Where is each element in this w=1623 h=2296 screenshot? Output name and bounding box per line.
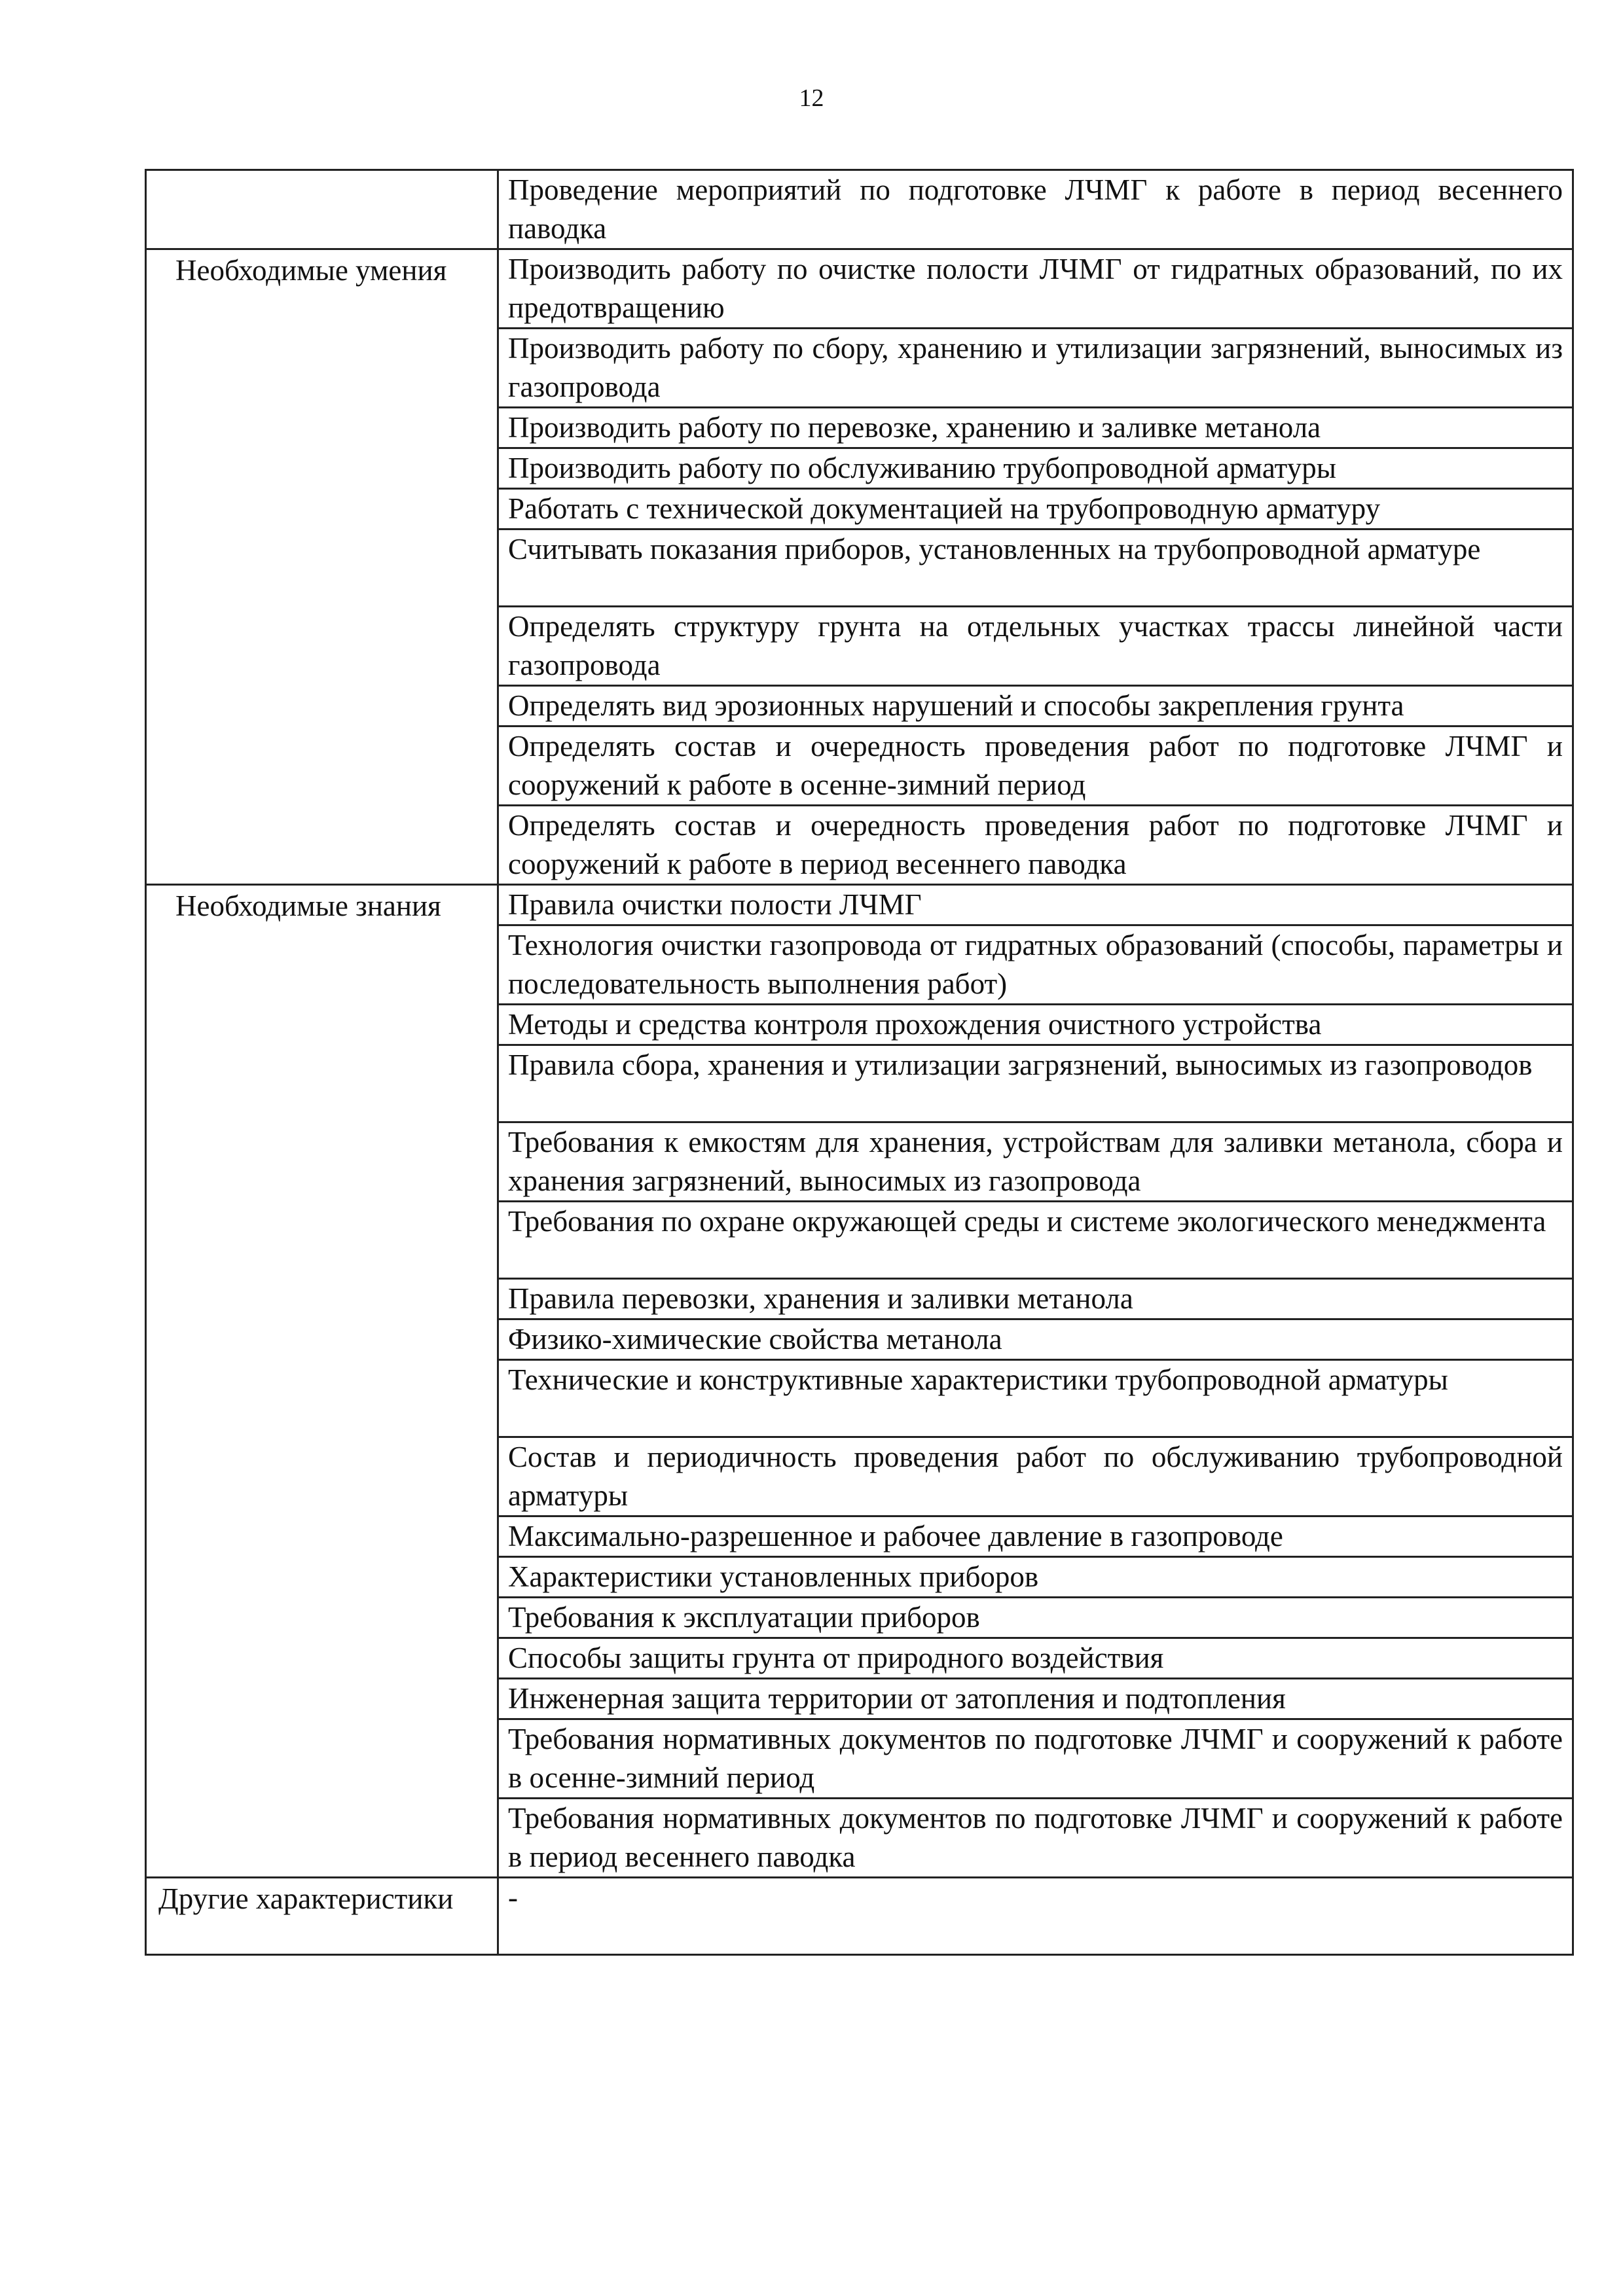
knowledge-item: Физико-химические свойства метанола (498, 1319, 1573, 1360)
knowledge-item: Правила очистки полости ЛЧМГ (498, 885, 1573, 925)
skill-item: Работать с технической документацией на трубопроводную арматуру (498, 489, 1573, 529)
table-row (146, 1878, 1573, 1955)
skill-item: Производить работу по перевозке, хранению и заливке метанола (498, 408, 1573, 448)
knowledge-item: Требования к емкостям для хранения, устройствам для заливки метанола, сбора и хранения загрязнений, выносимых из газопровода (498, 1122, 1573, 1202)
knowledge-item: Правила сбора, хранения и утилизации загрязнений, выносимых из газопроводов (498, 1045, 1573, 1122)
knowledge-item: Требования нормативных документов по подготовке ЛЧМГ и сооружений к работе в осенне-зимний период (498, 1719, 1573, 1799)
knowledge-item: Инженерная защита территории от затопления и подтопления (498, 1679, 1573, 1719)
knowledge-item: Требования по охране окружающей среды и системе экологического менеджмента (498, 1202, 1573, 1279)
knowledge-item: Технические и конструктивные характеристики трубопроводной арматуры (498, 1360, 1573, 1437)
skill-item: Производить работу по обслуживанию трубопроводной арматуры (498, 448, 1573, 489)
table-cell: Проведение мероприятий по подготовке ЛЧМГ к работе в период весеннего паводка (498, 170, 1573, 249)
skills-label: Необходимые умения (146, 249, 498, 885)
knowledge-label: Необходимые знания (146, 885, 498, 1878)
knowledge-item: Методы и средства контроля прохождения очистного устройства (498, 1005, 1573, 1045)
qualification-table (145, 169, 1574, 1956)
skill-item: Считывать показания приборов, установленных на трубопроводной арматуре (498, 529, 1573, 607)
skill-item: Производить работу по очистке полости ЛЧМГ от гидратных образований, по их предотвращению (498, 249, 1573, 329)
knowledge-item: Правила перевозки, хранения и заливки метанола (498, 1279, 1573, 1319)
table-row (146, 249, 1573, 329)
skill-item: Производить работу по сбору, хранению и утилизации загрязнений, выносимых из газопровода (498, 329, 1573, 408)
table-row (146, 170, 1573, 249)
knowledge-item: Характеристики установленных приборов (498, 1557, 1573, 1598)
knowledge-item: Состав и периодичность проведения работ по обслуживанию трубопроводной арматуры (498, 1437, 1573, 1516)
skill-item: Определять состав и очередность проведения работ по подготовке ЛЧМГ и сооружений к работе в осенне-зимний период (498, 726, 1573, 806)
empty-label-cell (146, 170, 498, 249)
skill-item: Определять состав и очередность проведения работ по подготовке ЛЧМГ и сооружений к работе в период весеннего паводка (498, 806, 1573, 885)
skill-item: Определять структуру грунта на отдельных участках трассы линейной части газопровода (498, 607, 1573, 686)
other-label: Другие характеристики (146, 1878, 498, 1955)
knowledge-item: Технология очистки газопровода от гидратных образований (способы, параметры и последовательность выполнения работ) (498, 925, 1573, 1005)
knowledge-item: Требования к эксплуатации приборов (498, 1598, 1573, 1638)
table-row (146, 885, 1573, 925)
other-value: - (498, 1878, 1573, 1955)
skill-item: Определять вид эрозионных нарушений и способы закрепления грунта (498, 686, 1573, 726)
knowledge-item: Максимально-разрешенное и рабочее давление в газопроводе (498, 1516, 1573, 1557)
knowledge-item: Способы защиты грунта от природного воздействия (498, 1638, 1573, 1679)
knowledge-item: Требования нормативных документов по подготовке ЛЧМГ и сооружений к работе в период весеннего паводка (498, 1799, 1573, 1878)
page-number: 12 (799, 84, 824, 112)
